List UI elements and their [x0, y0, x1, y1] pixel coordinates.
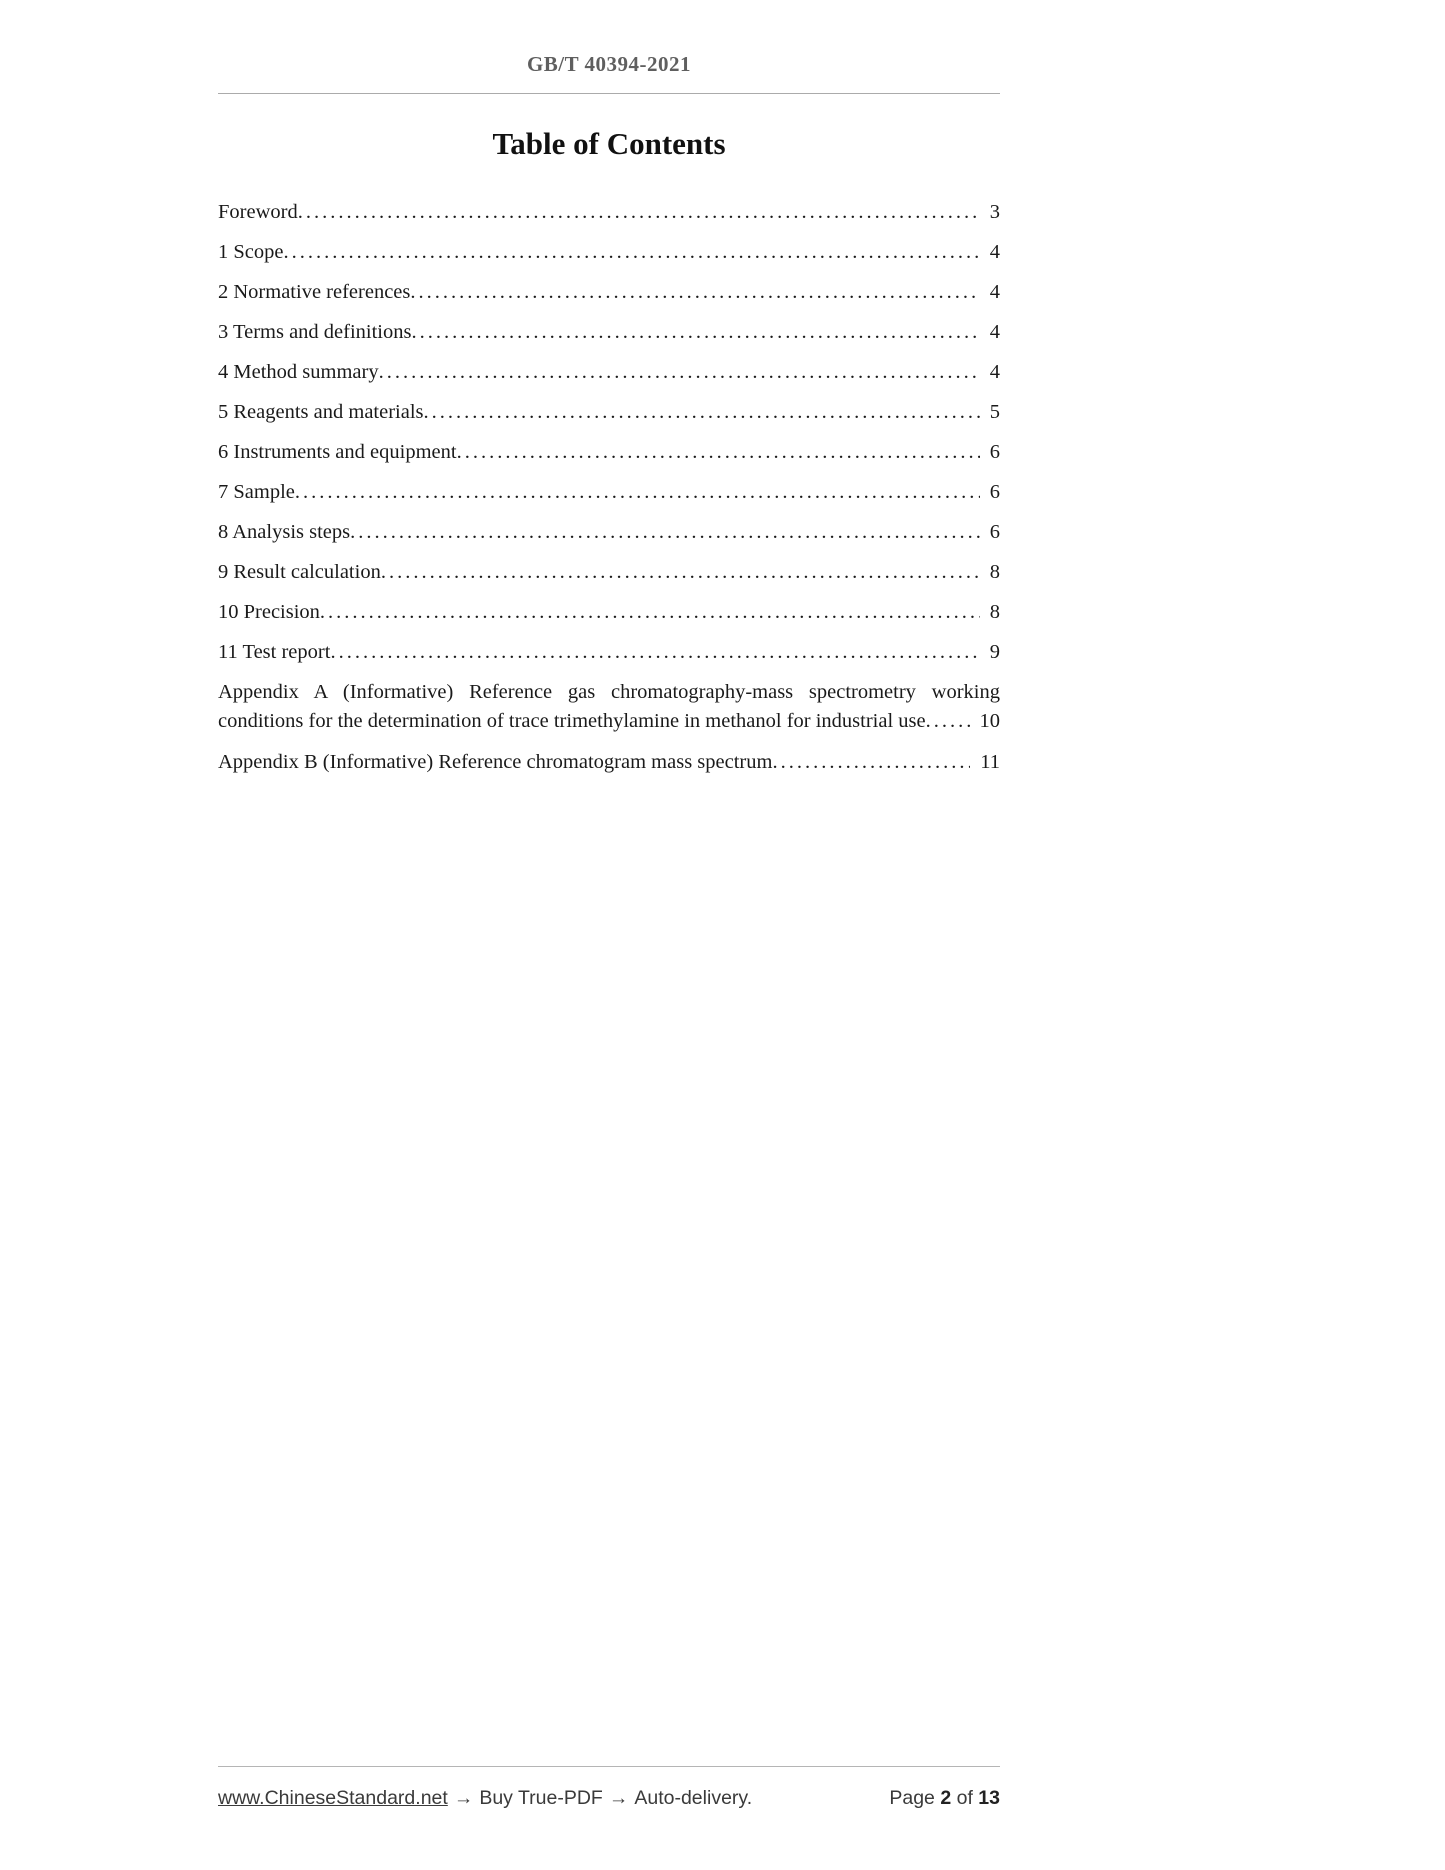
toc-entry-page: 4 [980, 358, 1000, 387]
buy-text: Buy True-PDF [479, 1787, 603, 1809]
toc-entry-page: 6 [980, 518, 1000, 547]
arrow-separator: → [608, 1787, 629, 1809]
toc-entry-page: 9 [980, 638, 1000, 667]
page-indicator [889, 1787, 1000, 1810]
toc-entry-page: 3 [980, 198, 1000, 227]
website-link[interactable]: www.ChineseStandard.net [218, 1787, 448, 1809]
toc-entry-label: Appendix B (Informative) Reference chromatogram mass spectrum [218, 751, 773, 773]
current-page-number: 2 [940, 1787, 952, 1809]
toc-entry [218, 598, 1000, 627]
toc-entry-appendix-a [218, 678, 1000, 736]
toc-entry [218, 558, 1000, 587]
table-of-contents [218, 198, 1000, 777]
toc-entry-page: 4 [980, 238, 1000, 267]
page-label: Page [889, 1787, 935, 1809]
toc-entry-label: 7 Sample [218, 481, 295, 503]
toc-entry [218, 278, 1000, 307]
toc-entry [218, 398, 1000, 427]
toc-entry-page: 6 [980, 478, 1000, 507]
document-number: GB/T 40394-2021 [526, 52, 692, 76]
toc-entry [218, 438, 1000, 467]
toc-entry [218, 238, 1000, 267]
toc-entry-label: 6 Instruments and equipment [218, 441, 457, 463]
of-label: of [956, 1787, 973, 1809]
toc-entry-page: 11 [970, 748, 1000, 777]
toc-entry-page: 6 [980, 438, 1000, 467]
total-page-number: 13 [978, 1787, 1000, 1809]
toc-entry-page: 8 [980, 598, 1000, 627]
toc-entry [218, 318, 1000, 347]
toc-entry [218, 638, 1000, 667]
toc-entry-page: 8 [980, 558, 1000, 587]
toc-entry-label: 5 Reagents and materials [218, 401, 424, 423]
toc-entry [218, 478, 1000, 507]
toc-entry-page: 10 [970, 707, 1001, 736]
toc-entry-label: 1 Scope [218, 241, 284, 263]
toc-entry-label: 11 Test report [218, 641, 331, 663]
toc-entry-label: 10 Precision [218, 601, 320, 623]
toc-entry-label: 8 Analysis steps [218, 521, 351, 543]
toc-entry-page: 5 [980, 398, 1000, 427]
page-header [218, 0, 1000, 94]
toc-entry-page: 4 [980, 318, 1000, 347]
toc-entry-appendix-b [218, 748, 1000, 777]
delivery-text: Auto-delivery. [634, 1787, 753, 1809]
toc-entry-page: 4 [980, 278, 1000, 307]
toc-entry-label: 3 Terms and definitions [218, 321, 412, 343]
toc-entry-label: Appendix A (Informative) Reference gas chromatography-mass spectrometry working conditions for the determination of trace trimethylamine in methanol for industrial use [218, 681, 1000, 732]
toc-entry-label: 2 Normative references [218, 281, 411, 303]
toc-entry [218, 358, 1000, 387]
toc-entry-label: 4 Method summary [218, 361, 379, 383]
document-page [218, 0, 1000, 789]
toc-entry-label: Foreword [218, 201, 298, 223]
page-footer [218, 1766, 1000, 1810]
arrow-separator: → [453, 1787, 474, 1809]
page-title: Table of Contents [492, 126, 726, 161]
footer-branding [218, 1787, 752, 1810]
toc-entry [218, 518, 1000, 547]
toc-entry-label: 9 Result calculation [218, 561, 381, 583]
header-divider [218, 93, 1000, 94]
toc-entry [218, 198, 1000, 227]
